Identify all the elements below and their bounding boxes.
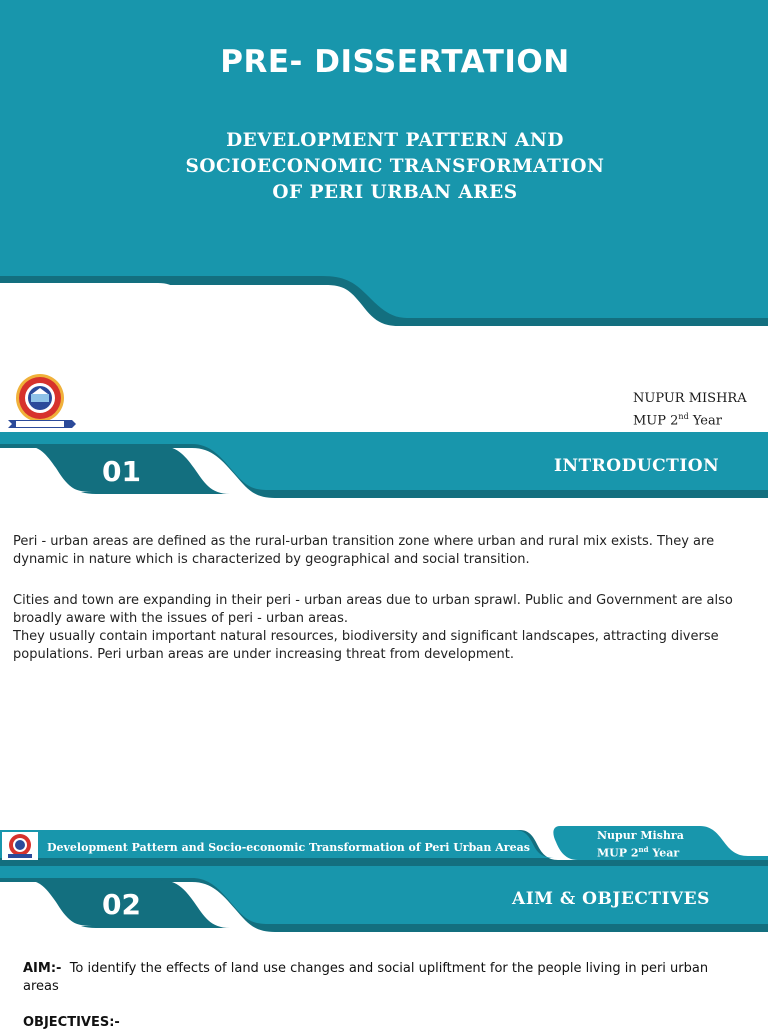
intro-paragraph-2: Cities and town are expanding in their peri - urban areas due to urban sprawl. Public and Government are also broadly aware with the issues of peri - urban areas. xyxy=(13,593,733,626)
footer-author-name: Nupur Mishra xyxy=(597,829,684,842)
subtitle-line-3: OF PERI URBAN ARES xyxy=(272,182,518,203)
section-number-01: 01 xyxy=(102,455,141,488)
footer-title: Development Pattern and Socio-economic Transformation of Peri Urban Areas xyxy=(47,841,530,854)
aim-paragraph xyxy=(23,960,723,996)
aim-label: AIM:- xyxy=(23,961,62,976)
subtitle-line-1: DEVELOPMENT PATTERN AND xyxy=(226,130,564,151)
section-title-introduction: INTRODUCTION xyxy=(554,456,720,476)
footer-author xyxy=(597,829,684,861)
section-title-aim-objectives: AIM & OBJECTIVES xyxy=(512,889,710,909)
intro-paragraph-3: They usually contain important natural resources, biodiversity and significant landscapes, attracting diverse populations. Peri urban areas are under increasing threat from development. xyxy=(13,629,719,662)
objectives-label: OBJECTIVES:- xyxy=(23,1015,120,1030)
footer-logo xyxy=(6,833,34,859)
intro-paragraph-group xyxy=(13,592,758,664)
section-number-02: 02 xyxy=(102,888,141,921)
subtitle-line-2: SOCIOECONOMIC TRANSFORMATION xyxy=(185,156,605,177)
footer-author-course: MUP 2nd Year xyxy=(597,845,680,860)
author-name: NUPUR MISHRA xyxy=(633,391,747,406)
page-title: PRE- DISSERTATION xyxy=(220,44,570,80)
intro-paragraph-1: Peri - urban areas are defined as the rural-urban transition zone where urban and rural mix exists. They are dynamic in nature which is characterized by geographical and social transition. xyxy=(13,534,715,567)
university-logo xyxy=(6,372,78,432)
aim-text: To identify the effects of land use changes and social upliftment for the people living in peri urban areas xyxy=(23,961,709,994)
author-block xyxy=(633,390,747,430)
author-course: MUP 2nd Year xyxy=(633,412,722,429)
